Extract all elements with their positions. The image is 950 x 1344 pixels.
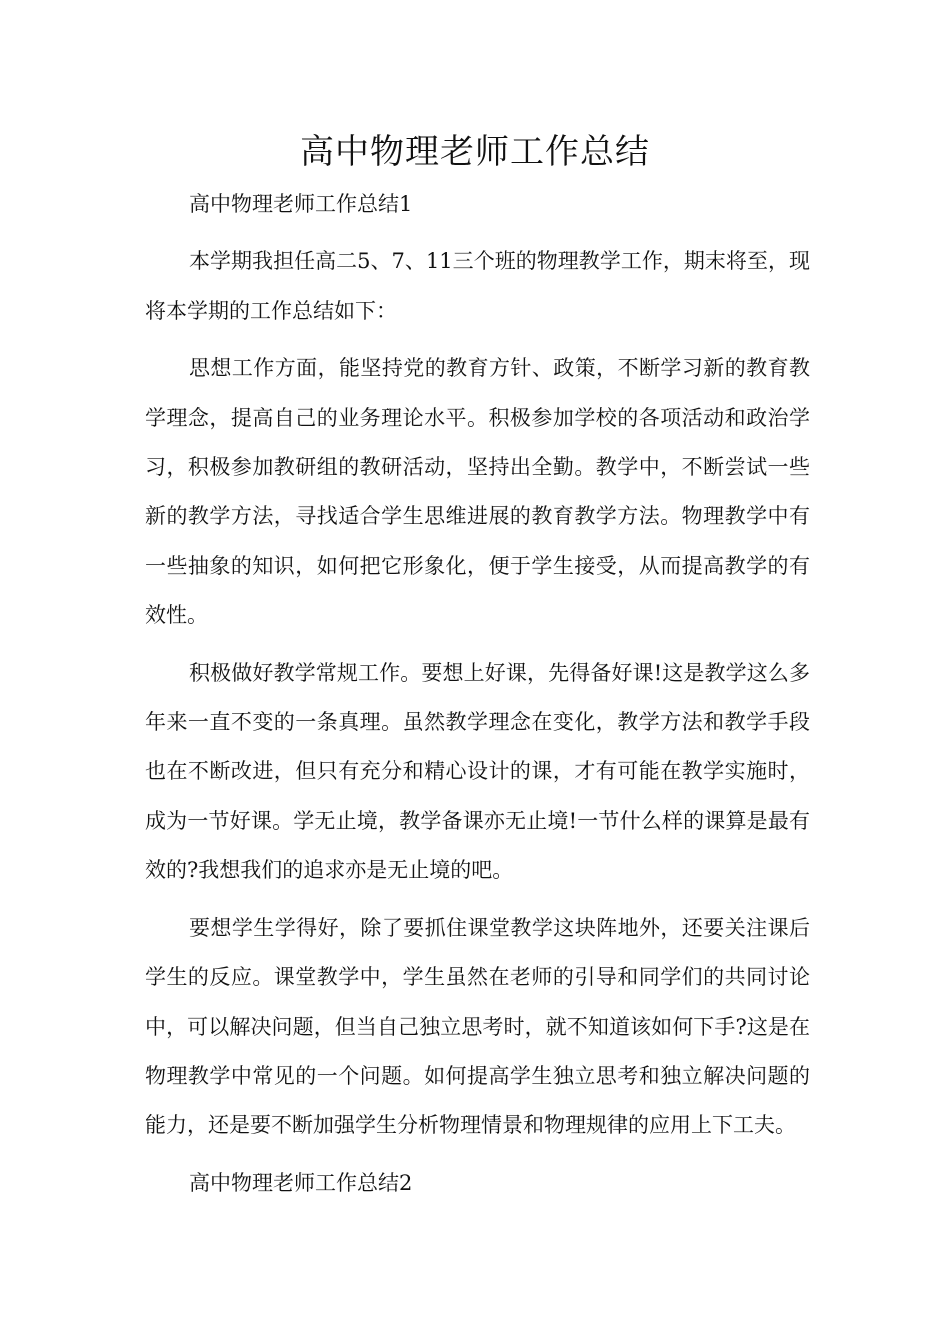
paragraph-intro: 本学期我担任高二5、7、11三个班的物理教学工作，期末将至，现将本学期的工作总结如下： (145, 249, 810, 323)
spacer (145, 896, 810, 904)
section-heading-2: 高中物理老师工作总结2 (189, 1170, 413, 1195)
document-body (145, 180, 810, 1208)
paragraph-ideology: 思想工作方面，能坚持党的教育方针、政策，不断学习新的教育教学理念，提高自己的业务理论水平。积极参加学校的各项活动和政治学习，积极参加教研组的教研活动，坚持出全勤。教学中，不断尝试一些新的教学方法，寻找适合学生思维进展的教育教学方法。物理教学中有一些抽象的知识，如何把它形象化，便于学生接受，从而提高教学的有效性。 (145, 356, 810, 628)
spacer (145, 1151, 810, 1159)
paragraph-after-class: 要想学生学得好，除了要抓住课堂教学这块阵地外，还要关注课后学生的反应。课堂教学中，学生虽然在老师的引导和同学们的共同讨论中，可以解决问题，但当自己独立思考时，就不知道该如何下手?这是在物理教学中常见的一个问题。如何提高学生独立思考和独立解决问题的能力，还是要不断加强学生分析物理情景和物理规律的应用上下工夫。 (145, 915, 810, 1138)
section-heading-1: 高中物理老师工作总结1 (189, 192, 413, 216)
spacer (145, 336, 810, 344)
spacer (145, 641, 810, 649)
paragraph-teaching-routine: 积极做好教学常规工作。要想上好课，先得备好课!这是教学这么多年来一直不变的一条真理。虽然教学理念在变化，教学方法和教学手段也在不断改进，但只有充分和精心设计的课，才有可能在教学实施时，成为一节好课。学无止境，教学备课亦无止境!一节什么样的课算是最有效的?我想我们的追求亦是无止境的吧。 (145, 660, 810, 883)
spacer (145, 229, 810, 237)
document-title: 高中物理老师工作总结 (300, 132, 650, 172)
